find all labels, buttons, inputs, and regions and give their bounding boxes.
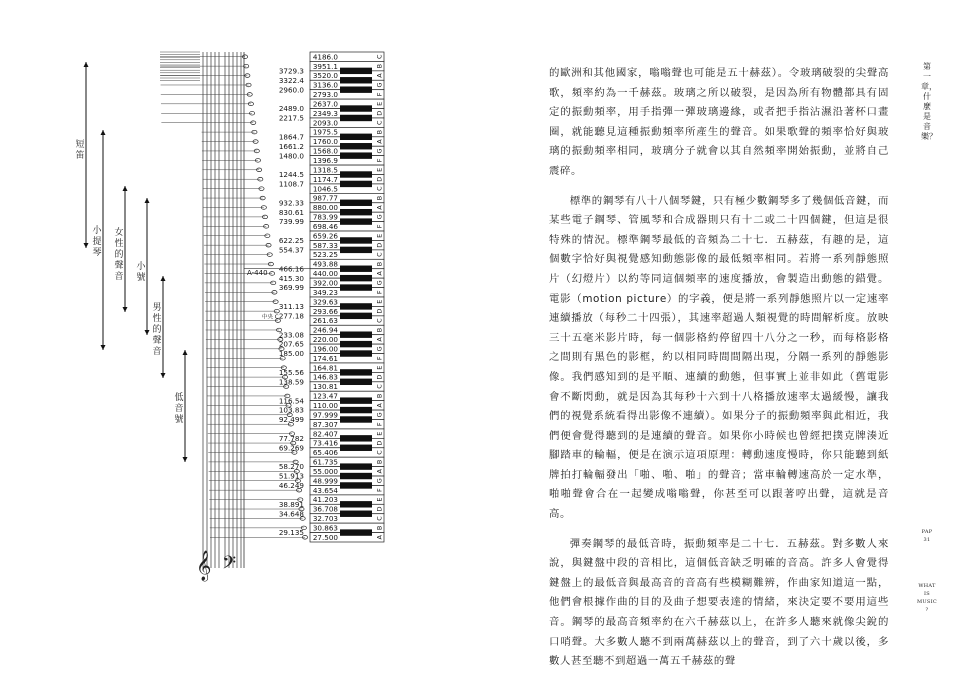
black-key <box>340 397 372 403</box>
white-key-note: F <box>375 290 384 295</box>
white-key-note: A <box>375 73 384 78</box>
black-key <box>340 134 372 140</box>
white-key-note: C <box>375 450 384 455</box>
white-key-frequency: 82.407 <box>312 429 338 439</box>
range-label-trumpet: 小號 <box>136 262 146 283</box>
white-key-note: A <box>375 535 384 540</box>
black-key-frequency: 58.270 <box>278 462 304 472</box>
white-key-note: E <box>375 431 384 436</box>
white-key-note: G <box>375 412 384 418</box>
black-key <box>340 77 372 83</box>
white-key-frequency: 146.83 <box>312 372 338 382</box>
white-key-frequency: 3520.0 <box>312 71 338 81</box>
black-key-frequency: 34.648 <box>278 509 304 519</box>
white-key-note: C <box>375 54 384 59</box>
white-key-note: C <box>375 318 384 323</box>
black-key <box>340 171 372 177</box>
white-key-frequency: 293.66 <box>312 306 338 316</box>
white-key-note: A <box>375 271 384 276</box>
black-key-frequency: 739.99 <box>278 217 304 227</box>
white-key-note: D <box>375 242 384 248</box>
white-key-note: E <box>375 233 384 238</box>
black-key-frequency: 233.08 <box>278 330 304 340</box>
white-key-frequency: 196.00 <box>312 344 338 354</box>
white-key-frequency: 987.77 <box>312 193 338 203</box>
white-key-frequency: 55.000 <box>312 466 338 476</box>
black-key-frequency: 46.249 <box>278 481 304 491</box>
black-key-frequency: 3729.3 <box>278 66 304 76</box>
white-key-note: D <box>375 440 384 446</box>
white-key-frequency: 3951.1 <box>312 61 338 71</box>
middle-c-label: 中央 C <box>262 314 279 321</box>
white-key-frequency: 130.81 <box>312 382 338 392</box>
white-key-frequency: 41.203 <box>312 495 338 505</box>
white-key-frequency: 493.88 <box>312 259 338 269</box>
white-key-note: C <box>375 252 384 257</box>
white-key-frequency: 32.703 <box>312 514 338 524</box>
footer-line-2: IS <box>923 591 930 597</box>
staff-lines <box>196 52 244 582</box>
black-key <box>340 152 372 158</box>
black-key <box>340 313 372 319</box>
range-arrow-tuba-head-bottom <box>183 457 188 462</box>
white-key-note: F <box>375 224 384 229</box>
range-label-male_voice: 男性的聲音 <box>152 303 162 357</box>
black-key <box>340 200 372 206</box>
black-key-frequency: 138.59 <box>278 377 304 387</box>
black-key-frequency: 554.37 <box>278 245 304 255</box>
white-key-frequency: 1975.5 <box>312 127 338 137</box>
range-arrow-trumpet-head-bottom <box>145 330 150 335</box>
white-key-frequency: 220.00 <box>312 335 338 345</box>
white-key-frequency: 1318.5 <box>312 165 338 175</box>
black-key-frequency: 932.33 <box>278 198 304 208</box>
black-key <box>340 350 372 356</box>
black-key <box>340 237 372 243</box>
black-key <box>340 341 372 347</box>
white-key-frequency: 27.500 <box>312 532 338 542</box>
white-key-note: B <box>375 393 384 399</box>
white-key-frequency: 61.735 <box>312 457 338 467</box>
white-key-note: D <box>375 110 384 116</box>
white-key-note: F <box>375 158 384 163</box>
black-key-frequency: 185.00 <box>278 349 304 359</box>
black-key-frequency: 830.61 <box>278 207 304 217</box>
page-footer <box>910 528 944 614</box>
black-key-frequency: 103.83 <box>278 405 304 415</box>
black-key-frequency: 369.99 <box>278 283 304 293</box>
black-key <box>340 379 372 385</box>
white-key-frequency: 65.406 <box>312 448 338 458</box>
white-key-note: A <box>375 469 384 474</box>
white-key-note: B <box>375 261 384 267</box>
black-key <box>340 284 372 290</box>
white-key-frequency: 783.99 <box>312 212 338 222</box>
black-key <box>340 303 372 309</box>
white-key-frequency: 2093.0 <box>312 118 338 128</box>
range-arrow-female_voice-head-bottom <box>123 307 128 312</box>
white-key-frequency: 2637.0 <box>312 99 338 109</box>
white-key-frequency: 3136.0 <box>312 80 338 90</box>
white-key-frequency: 73.416 <box>312 438 338 448</box>
white-key-note: C <box>375 384 384 389</box>
black-key-frequency: 155.56 <box>278 367 304 377</box>
white-key-frequency: 440.00 <box>312 269 338 279</box>
black-key <box>340 218 372 224</box>
white-key-note: B <box>375 63 384 69</box>
black-key-frequency: 116.54 <box>278 396 304 406</box>
white-key-frequency: 880.00 <box>312 203 338 213</box>
white-key-frequency: 246.94 <box>312 325 338 335</box>
white-key-note: B <box>375 129 384 135</box>
white-key-frequency: 1568.0 <box>312 146 338 156</box>
white-key-note: D <box>375 374 384 380</box>
range-arrow-tuba-head-top <box>183 350 188 355</box>
range-label-tuba: 低音號 <box>174 393 184 425</box>
range-arrow-trumpet-head-top <box>145 198 150 203</box>
range-arrow-piccolo-head-top <box>84 62 89 67</box>
white-key-frequency: 1046.5 <box>312 184 338 194</box>
white-key-note: A <box>375 205 384 210</box>
body-text <box>549 64 889 682</box>
white-key-note: C <box>375 120 384 125</box>
black-key-frequency: 1244.5 <box>278 170 304 180</box>
black-key <box>340 482 372 488</box>
range-arrow-male_voice-head-bottom <box>161 373 166 378</box>
white-key-frequency: 1174.7 <box>312 174 338 184</box>
black-key <box>340 86 372 92</box>
black-key <box>340 416 372 422</box>
white-key-note: E <box>375 497 384 502</box>
white-key-note: C <box>375 186 384 191</box>
paragraph-3: 彈奏鋼琴的最低音時，振動頻率是二十七．五赫茲。對多數人來說，與鍵盤中段的音相比，這個低音缺乏明確的音高。許多人會覺得鍵盤上的最低音與最高音的音高有些模糊難辨，作曲家知道這一點，他們會根據作曲的目的及曲子想要表達的情緒，來決定要不要用這些音。鋼琴的最高音頻率約在六千赫茲以上，在許多人聽來就像尖銳的口哨聲。大多數人聽不到兩萬赫茲以上的聲音，到了六十歲以後，多數人甚至聽不到超過一萬五千赫茲的聲 <box>549 537 889 668</box>
white-key-note: F <box>375 488 384 493</box>
white-key-note: B <box>375 195 384 201</box>
white-key-note: G <box>375 214 384 220</box>
black-key <box>340 181 372 187</box>
black-key <box>340 68 372 74</box>
white-key-frequency: 87.307 <box>312 419 338 429</box>
white-key-note: C <box>375 516 384 521</box>
black-key <box>340 115 372 121</box>
black-key-frequency: 466.16 <box>278 264 304 274</box>
white-key-frequency: 2349.3 <box>312 108 338 118</box>
black-key <box>340 511 372 517</box>
footer-line-4: ? <box>925 607 929 613</box>
white-key-note: E <box>375 299 384 304</box>
white-key-note: G <box>375 346 384 352</box>
black-key <box>340 445 372 451</box>
a440-label: A-440 <box>247 268 268 277</box>
black-key <box>340 473 372 479</box>
black-key-frequency: 2489.0 <box>278 104 304 114</box>
white-key-note: F <box>375 356 384 361</box>
black-key <box>340 247 372 253</box>
black-key <box>340 435 372 441</box>
black-key <box>340 105 372 111</box>
white-key-note: D <box>375 176 384 182</box>
chapter-side-title: 第一章，什麼是音樂？ <box>921 62 937 141</box>
range-label-violin: 小提琴 <box>92 226 102 258</box>
black-key <box>340 209 372 215</box>
white-key-frequency: 261.63 <box>312 316 338 326</box>
black-key-frequency: 29.135 <box>278 528 304 538</box>
black-key-frequency: 311.13 <box>278 302 304 312</box>
white-key-note: G <box>375 280 384 286</box>
black-key <box>340 463 372 469</box>
black-key-frequency: 92.499 <box>278 415 304 425</box>
paragraph-1: 的歐洲和其他國家，嗡嗡聲也可能是五十赫茲）。令玻璃破裂的尖聲高歌，頻率約為一千赫茲。玻璃之所以破裂，是因為所有物體都具有固定的振動頻率，用手指彈一彈玻璃邊緣，或者把手指沾濕沿著杯口畫圈，就能聽見這種振動頻率所產生的聲音。如果歌聲的頻率恰好與玻璃的振動頻率相同，玻璃分子就會以其自然頻率開始振動，並將自己震碎。 <box>549 67 889 177</box>
black-key-frequency: 1480.0 <box>278 151 304 161</box>
white-key-frequency: 164.81 <box>312 363 338 373</box>
range-arrow-violin-head-top <box>101 130 106 135</box>
white-key-frequency: 349.23 <box>312 287 338 297</box>
black-key-frequency: 415.30 <box>278 273 304 283</box>
paragraph-2: 標準的鋼琴有八十八個琴鍵，只有極少數鋼琴多了幾個低音鍵，而某些電子鋼琴、管風琴和合成器則只有十二或二十四個鍵，但這是很特殊的情況。標準鋼琴最低的音頻為二十七．五赫茲，有趣的是，這個數字恰好與視覺感知動態影像的最低頻率相同。若將一系列靜態照片（幻燈片）以約等同這個頻率的速度播放，會製造出動態的錯覺。電影（motion picture）的字義，便是將一系列靜態照片以一定速率連續播放（每秒二十四張），其速率超過人類視覺的時間解析度。放映三十五毫米影片時，每一個影格約停留四十八分之一秒，而每格影格之間則有黑色的影框，約以相同時間間隔出現，分隔一系列的靜態影像。我們感知到的是平順、連續的動態，但事實上並非如此（舊電影會不斷閃動，就是因為其每秒十六到十八格播放速率太過緩慢，讓我們的視覺系統看得出影像不連續）。如果分子的振動頻率與此相近，我們便會覺得聽到的是連續的聲音。如果你小時候也曾經把撲克牌湊近腳踏車的輪輻，便是在演示這項原理：轉動速度慢時，你只能聽到紙牌拍打輪輻發出「啪、啪、啪」的聲音；當車輪轉速高於一定水準，啪啪聲會合在一起變成嗡嗡聲，你甚至可以跟著哼出聲，這就是音高。 <box>549 194 889 521</box>
black-key <box>340 331 372 337</box>
white-key-frequency: 30.863 <box>312 523 338 533</box>
white-key-frequency: 392.00 <box>312 278 338 288</box>
black-key-frequency: 38.891 <box>278 499 304 509</box>
black-key-frequency: 69.269 <box>278 443 304 453</box>
white-key-frequency: 4186.0 <box>312 52 338 62</box>
white-key-frequency: 587.33 <box>312 240 338 250</box>
black-key-frequency: 77.782 <box>278 433 304 443</box>
white-key-frequency: 174.61 <box>312 353 338 363</box>
black-key-frequency: 2960.0 <box>278 85 304 95</box>
treble-clef-icon: 𝄞 <box>196 551 212 581</box>
black-key <box>340 275 372 281</box>
black-key <box>340 529 372 535</box>
white-key-note: B <box>375 327 384 333</box>
white-key-frequency: 1760.0 <box>312 137 338 147</box>
black-key <box>340 369 372 375</box>
black-key <box>340 407 372 413</box>
bass-clef-icon: 𝄢 <box>222 553 237 578</box>
white-key-frequency: 36.708 <box>312 504 338 514</box>
white-key-frequency: 523.25 <box>312 250 338 260</box>
page-number: 31 <box>923 537 931 543</box>
white-key-note: F <box>375 92 384 97</box>
white-key-frequency: 659.26 <box>312 231 338 241</box>
black-key-frequency: 51.913 <box>278 471 304 481</box>
range-arrow-piccolo-head-bottom <box>84 243 89 248</box>
black-key-frequency: 2217.5 <box>278 113 304 123</box>
white-key-note: G <box>375 148 384 154</box>
range-arrow-violin-head-bottom <box>101 345 106 350</box>
range-arrow-female_voice-head-top <box>123 186 128 191</box>
page-label: PAP <box>921 529 933 535</box>
white-key-note: D <box>375 506 384 512</box>
white-key-frequency: 110.00 <box>312 401 338 411</box>
black-key <box>340 266 372 272</box>
black-key-frequency: 3322.4 <box>278 75 304 85</box>
range-label-piccolo: 短笛 <box>75 140 85 161</box>
white-key-note: E <box>375 101 384 106</box>
black-key-frequency: 1108.7 <box>278 179 304 189</box>
black-key <box>340 501 372 507</box>
white-key-frequency: 698.46 <box>312 221 338 231</box>
black-key-frequency: 1864.7 <box>278 132 304 142</box>
white-key-frequency: 97.999 <box>312 410 338 420</box>
range-arrow-male_voice-head-top <box>161 276 166 281</box>
white-key-frequency: 329.63 <box>312 297 338 307</box>
black-key-frequency: 1661.2 <box>278 141 304 151</box>
black-key <box>340 143 372 149</box>
white-key-frequency: 1396.9 <box>312 156 338 166</box>
footer-line-3: MUSIC <box>916 599 938 605</box>
white-key-note: B <box>375 459 384 465</box>
white-key-frequency: 48.999 <box>312 476 338 486</box>
white-key-note: E <box>375 167 384 172</box>
white-key-frequency: 2793.0 <box>312 90 338 100</box>
black-key-labels <box>279 66 305 537</box>
white-key-frequency: 43.654 <box>312 485 338 495</box>
range-label-female_voice: 女性的聲音 <box>114 228 124 282</box>
black-key-frequency: 277.18 <box>278 311 304 321</box>
white-key-note: B <box>375 525 384 531</box>
white-key-note: E <box>375 365 384 370</box>
footer-line-1: WHAT <box>918 583 936 589</box>
white-key-note: A <box>375 139 384 144</box>
white-key-frequency: 123.47 <box>312 391 338 401</box>
white-key-note: G <box>375 82 384 88</box>
black-key-frequency: 622.25 <box>278 236 304 246</box>
black-key-frequency: 207.65 <box>278 339 304 349</box>
white-key-note: A <box>375 337 384 342</box>
white-key-note: F <box>375 422 384 427</box>
white-key-note: A <box>375 403 384 408</box>
white-key-note: G <box>375 478 384 484</box>
white-key-note: D <box>375 308 384 314</box>
